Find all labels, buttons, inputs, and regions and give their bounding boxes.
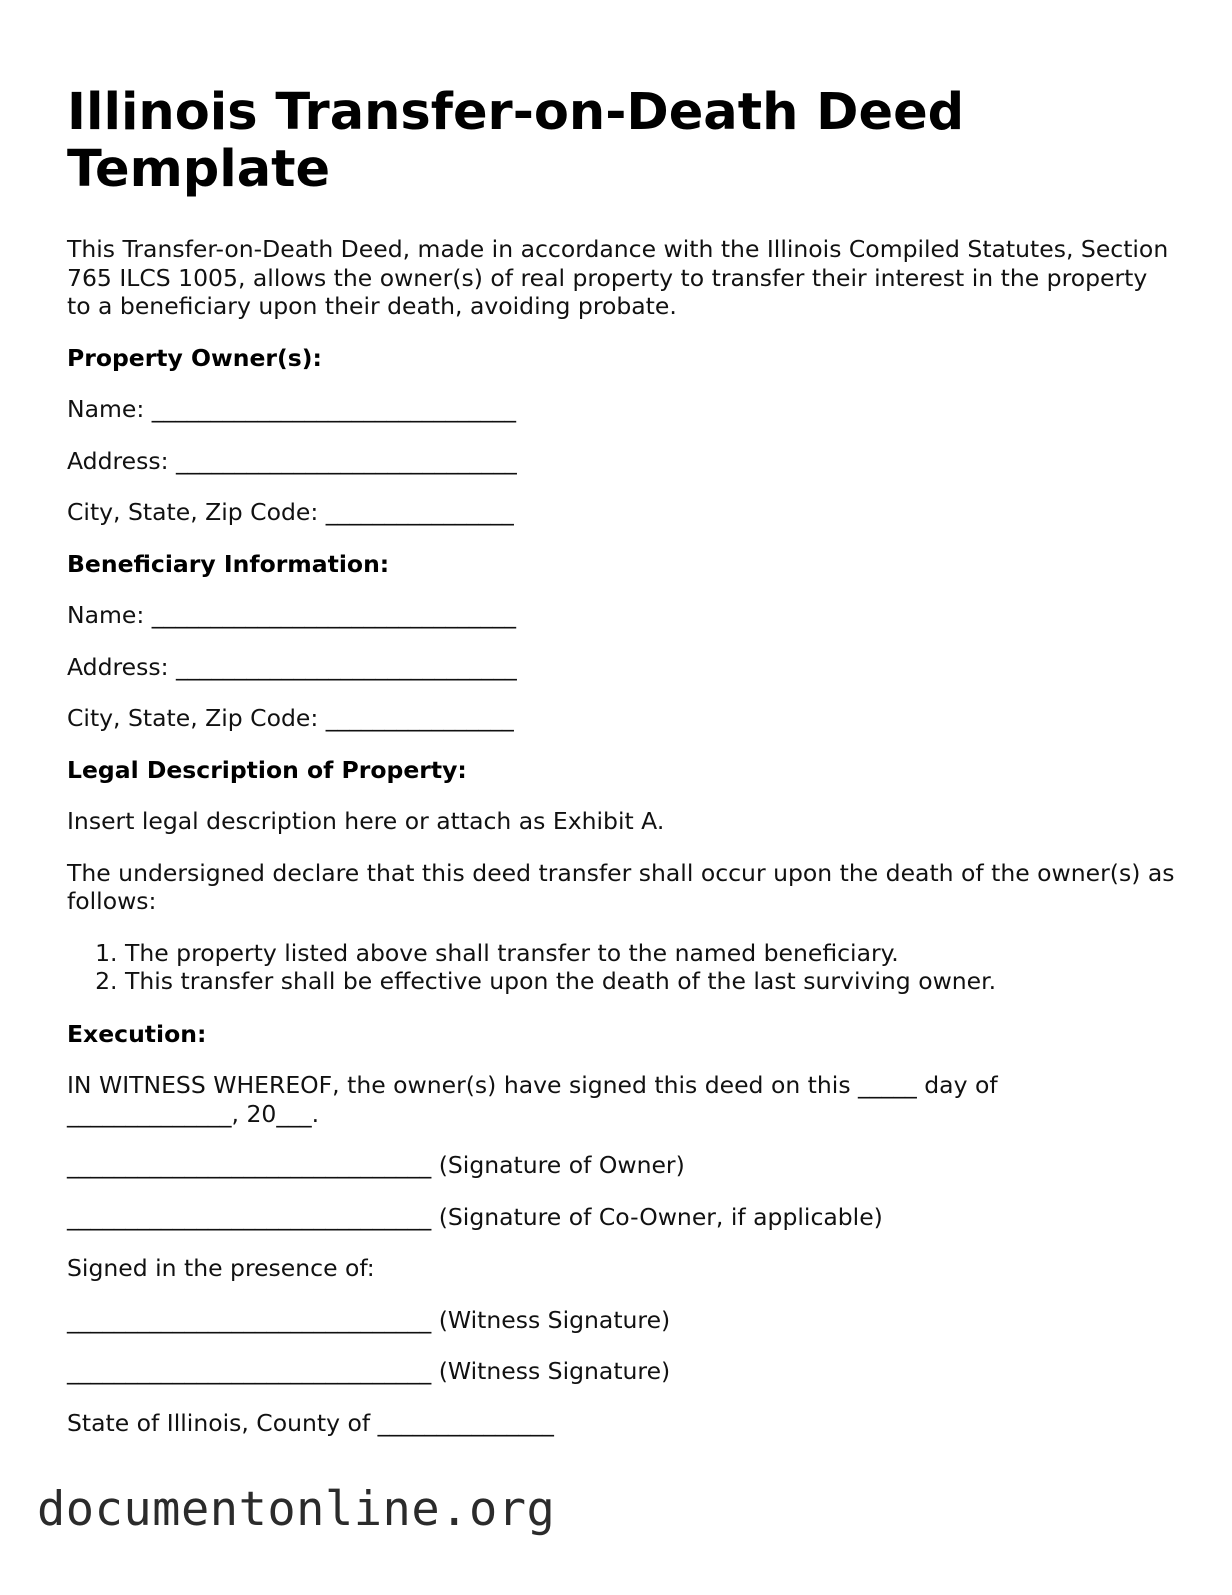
- legal-description-text: Insert legal description here or attach as Exhibit A.: [67, 807, 665, 835]
- owner-name-field: Name: _______________________________: [67, 395, 516, 423]
- site-watermark: documentonline.org: [37, 1482, 556, 1537]
- legal-description-heading: Legal Description of Property:: [67, 755, 467, 784]
- beneficiary-heading: Beneficiary Information:: [67, 549, 390, 578]
- presence-label: Signed in the presence of:: [67, 1254, 375, 1282]
- owner-city-field: City, State, Zip Code: ________________: [67, 498, 514, 526]
- beneficiary-name-field: Name: _______________________________: [67, 601, 516, 629]
- beneficiary-city-field: City, State, Zip Code: ________________: [67, 704, 514, 732]
- coowner-signature-line: _______________________________ (Signature of Co-Owner, if applicable): [67, 1202, 883, 1231]
- county-field: State of Illinois, County of _______________: [67, 1408, 554, 1437]
- list-item: 1. The property listed above shall transfer to the named beneficiary.: [125, 939, 1177, 968]
- document-page: [67, 84, 1177, 1460]
- execution-heading: Execution:: [67, 1019, 207, 1048]
- witness-whereof-paragraph: IN WITNESS WHEREOF, the owner(s) have signed this deed on this _____ day of ______________, 20___.: [67, 1071, 998, 1128]
- witness-signature-line-1: _______________________________ (Witness Signature): [67, 1305, 671, 1334]
- terms-list: [67, 939, 1177, 996]
- owner-signature-line: _______________________________ (Signature of Owner): [67, 1151, 685, 1179]
- beneficiary-address-field: Address: _____________________________: [67, 652, 517, 681]
- list-item: 2. This transfer shall be effective upon the death of the last surviving owner.: [125, 967, 1177, 996]
- owner-heading: Property Owner(s):: [67, 343, 322, 372]
- declaration-paragraph: The undersigned declare that this deed transfer shall occur upon the death of the owner(s) as follows:: [67, 858, 1175, 915]
- intro-paragraph: This Transfer-on-Death Deed, made in accordance with the Illinois Compiled Statutes, Section 765 ILCS 1005, allows the owner(s) of real property to transfer their interest in the property to a beneficiary upon their death, avoiding probate.: [67, 235, 1169, 320]
- owner-address-field: Address: _____________________________: [67, 446, 517, 475]
- document-title: Illinois Transfer-on-Death Deed Template: [67, 83, 965, 199]
- witness-signature-line-2: _______________________________ (Witness Signature): [67, 1357, 671, 1385]
